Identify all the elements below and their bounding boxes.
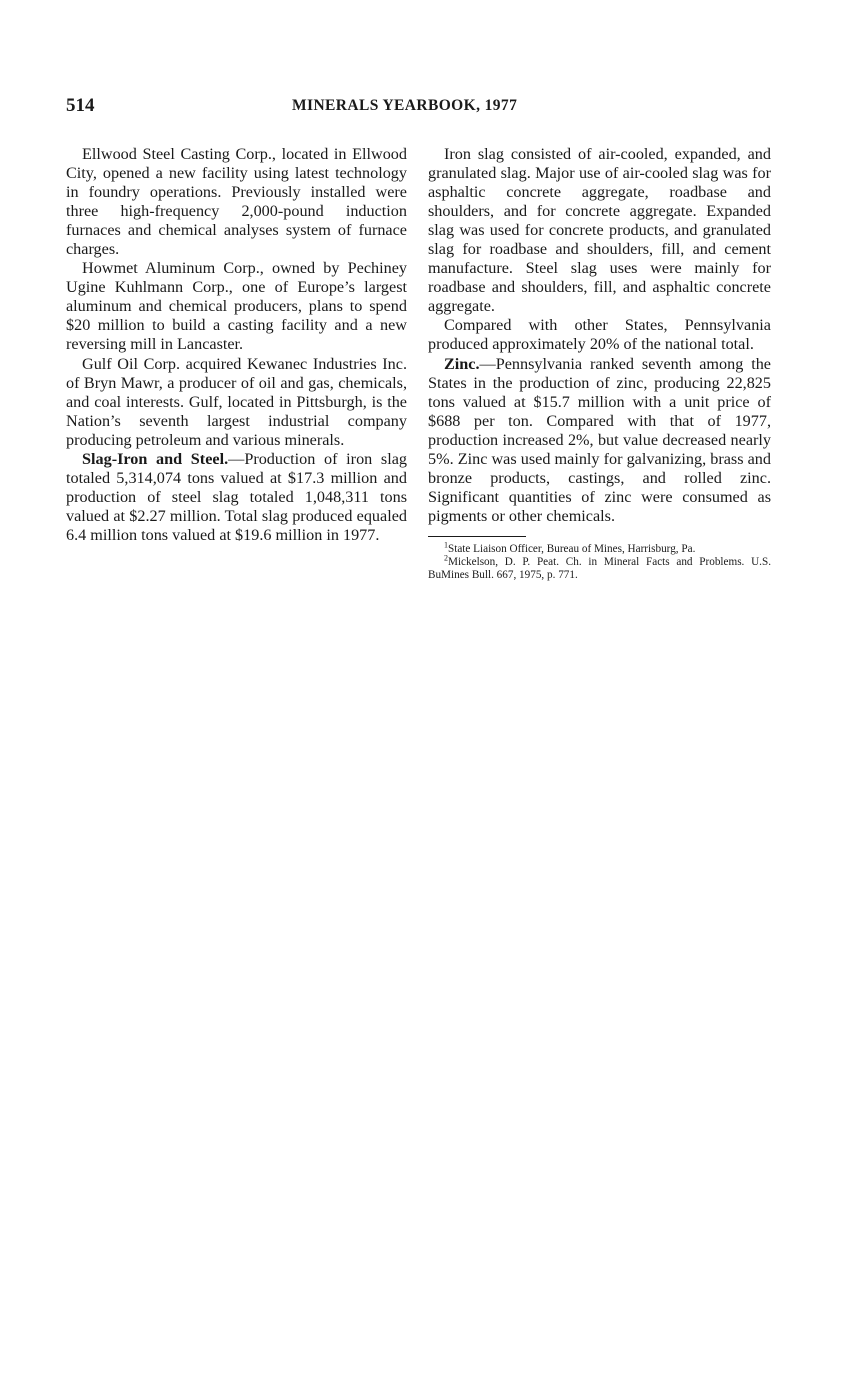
zinc-text: —Pennsylvania ranked seventh among the States in the production of zinc, producing 22,825 tons valued at $15.7 million with a unit price of $688 per ton. Compared with that of 1977, production increased 2%, but value decreased nearly 5%. Zinc was used mainly for galvanizing, brass and bronze products, castings, and rolled zinc. Significant quantities of zinc were consumed as pigments or other chemicals. — [428, 354, 771, 525]
right-column — [428, 145, 771, 581]
slag-text: —Production of iron slag totaled 5,314,074 tons valued at $17.3 million and production of steel slag totaled 1,048,311 tons valued at $2.27 million. Total slag produced equaled 6.4 million tons valued at $19.6 million in 1977. — [66, 449, 407, 544]
footnote-2 — [428, 553, 771, 582]
footnote-1 — [428, 540, 771, 556]
footnote-2-mark: 2 — [444, 553, 448, 562]
running-title: MINERALS YEARBOOK, 1977 — [292, 97, 518, 114]
paragraph-comparison: Compared with other States, Pennsylvania produced approximately 20% of the national total. — [428, 316, 771, 354]
footnote-1-mark: 1 — [444, 540, 448, 550]
left-column — [66, 145, 407, 545]
paragraph-zinc — [428, 355, 771, 526]
paragraph-howmet: Howmet Aluminum Corp., owned by Pechiney Ugine Kuhlmann Corp., one of Europe’s largest aluminum and chemical producers, plans to spend $20 million to build a casting facility and a new reversing mill in Lancaster. — [66, 259, 407, 354]
footnote-1-text: State Liaison Officer, Bureau of Mines, Harrisburg, Pa. — [448, 542, 696, 555]
footnote-divider — [428, 536, 526, 537]
footnote-2-text: Mickelson, D. P. Peat. Ch. in Mineral Facts and Problems. U.S. BuMines Bull. 667, 1975, p. 771. — [428, 555, 771, 581]
paragraph-gulf-oil: Gulf Oil Corp. acquired Kewanec Industries Inc. of Bryn Mawr, a producer of oil and gas, chemicals, and coal interests. Gulf, located in Pittsburgh, is the Nation’s seventh largest industrial company producing petroleum and various minerals. — [66, 354, 407, 449]
slag-heading: Slag-Iron and Steel. — [82, 449, 229, 468]
paragraph-slag — [66, 450, 407, 545]
zinc-heading: Zinc. — [444, 354, 480, 373]
paragraph-iron-slag: Iron slag consisted of air-cooled, expanded, and granulated slag. Major use of air-cooled slag was for asphaltic concrete aggregate, roadbase and shoulders, and for concrete aggregate. Expanded slag was used for concrete products, and granulated slag for roadbase and shoulders, fill, and cement manufacture. Steel slag uses were mainly for roadbase and shoulders, fill, and asphaltic concrete aggregate. — [428, 145, 771, 316]
paragraph-ellwood: Ellwood Steel Casting Corp., located in Ellwood City, opened a new facility using latest technology in foundry operations. Previously installed were three high-frequency 2,000-pound induction furnaces and chemical analyses system of furnace charges. — [66, 145, 407, 259]
page-number: 514 — [66, 95, 95, 116]
